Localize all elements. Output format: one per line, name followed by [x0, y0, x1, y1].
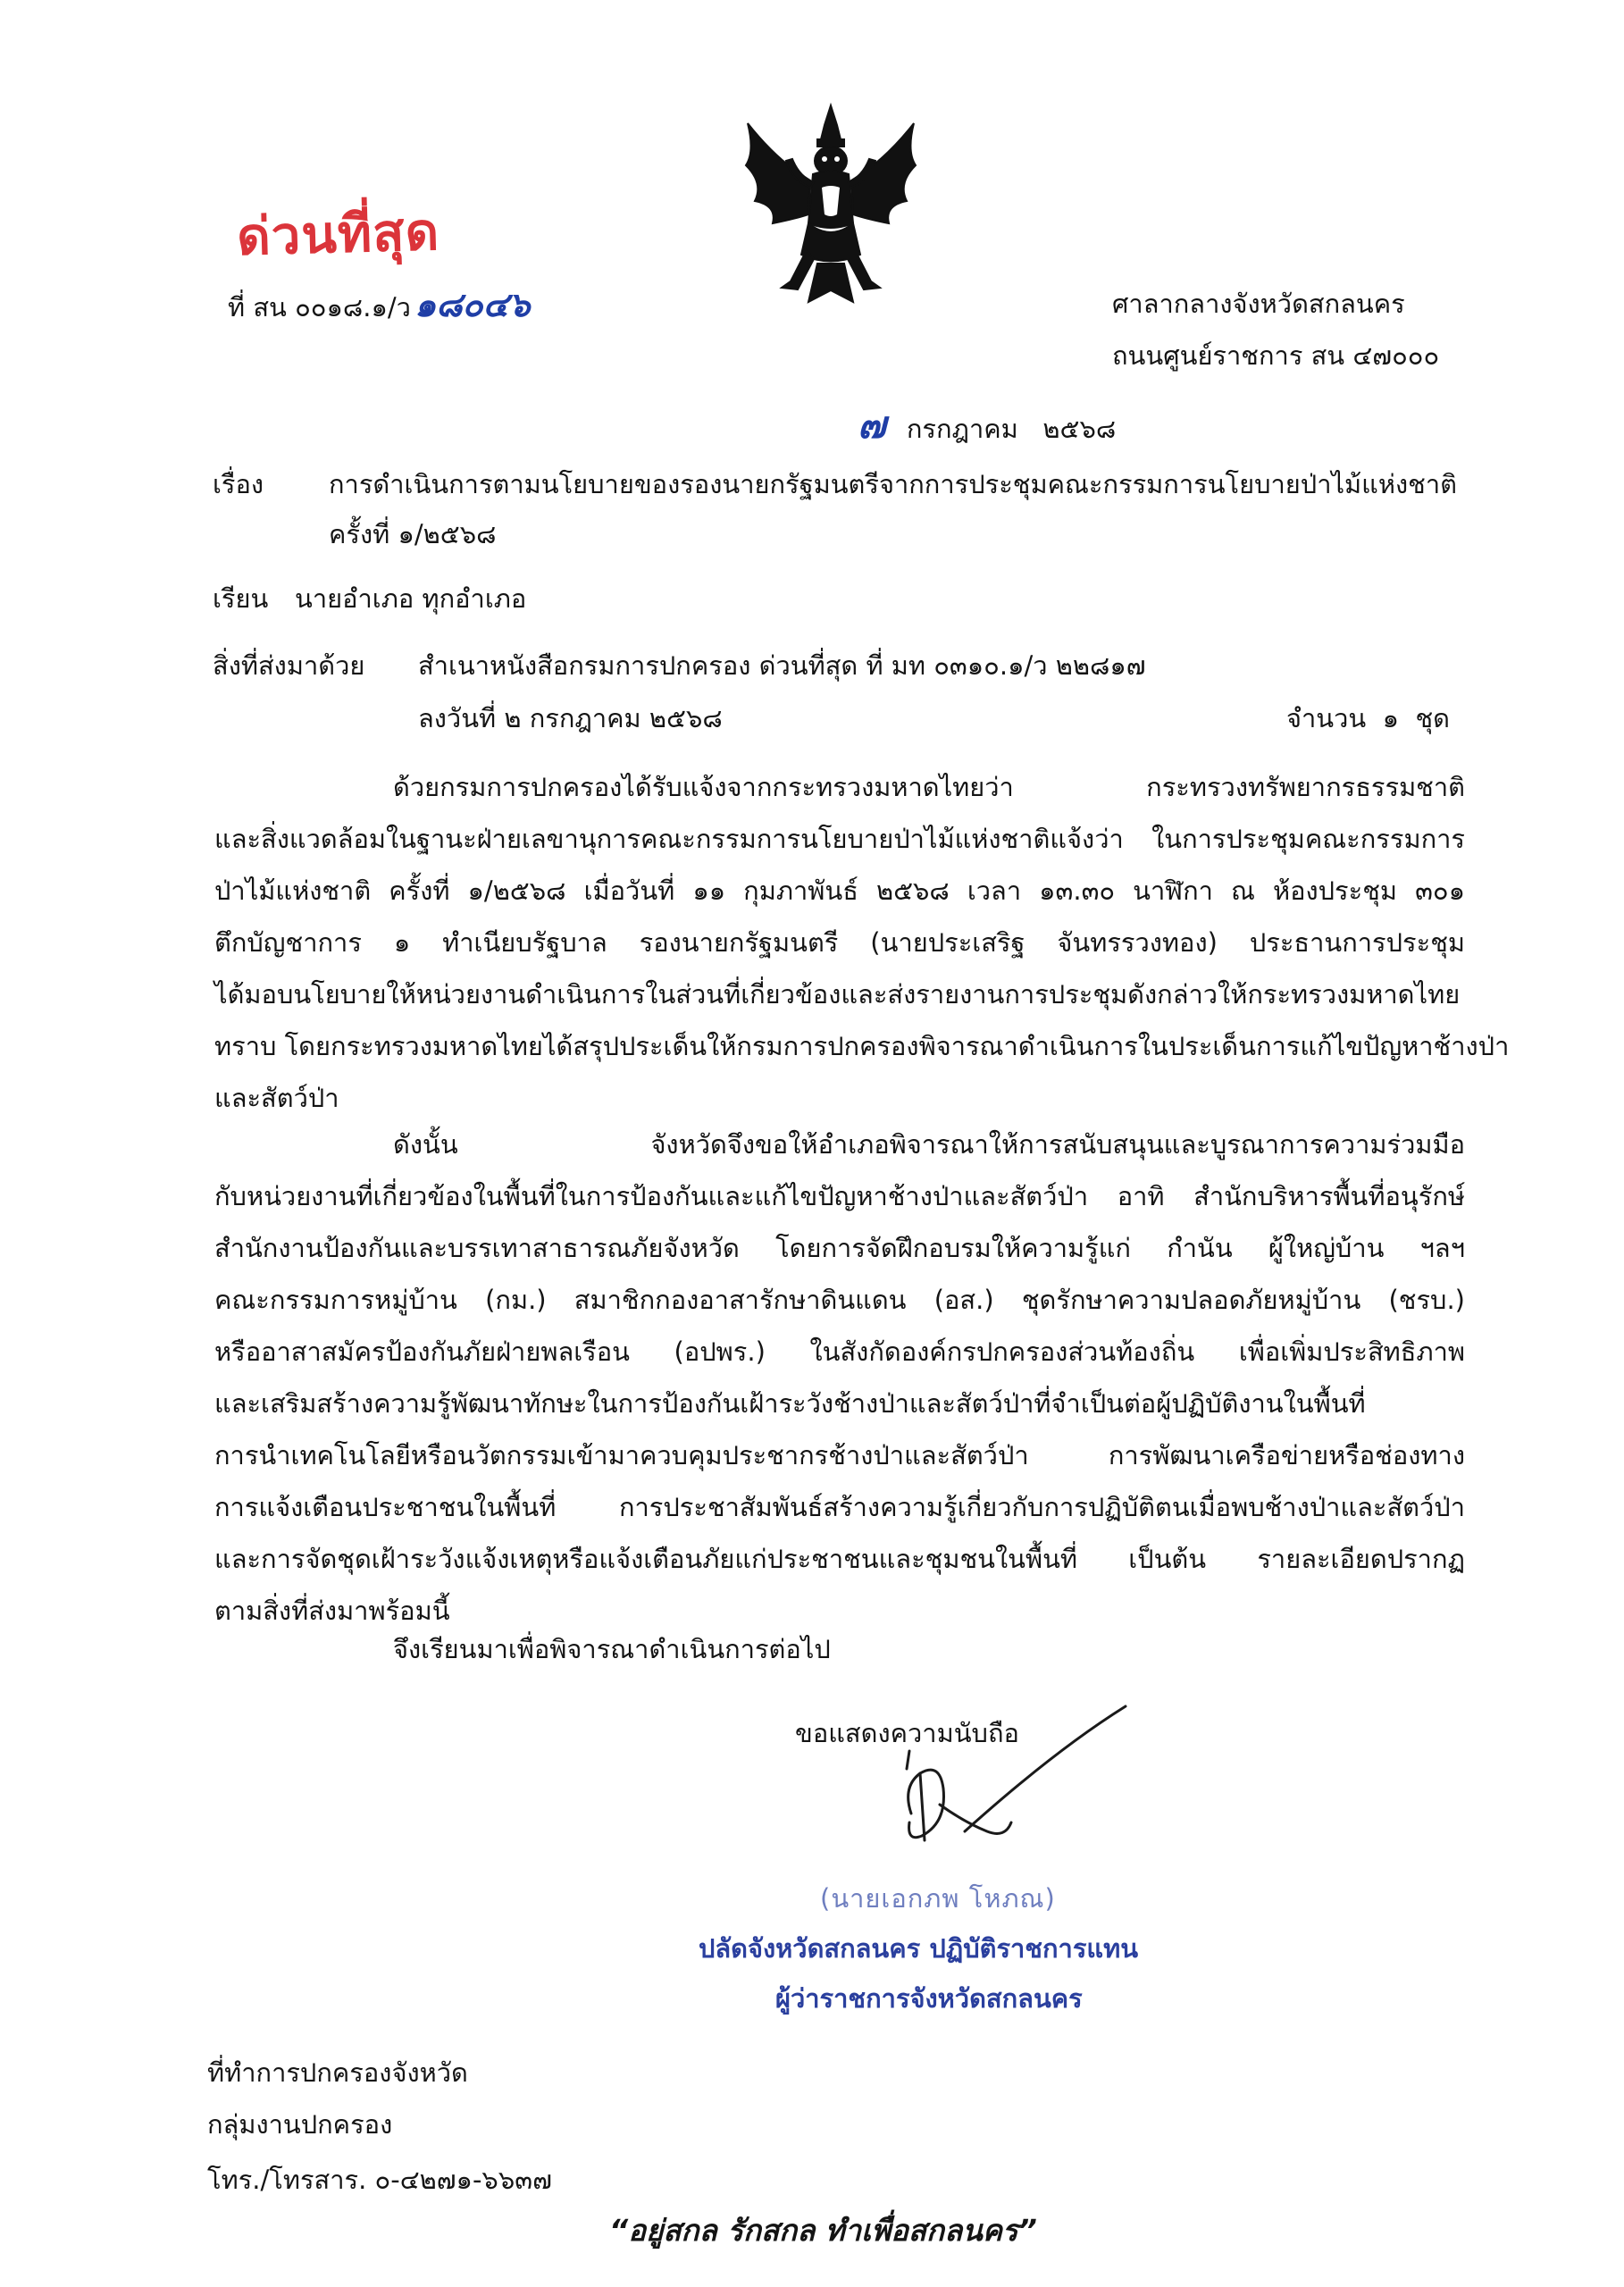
enclosure-label: สิ่งที่ส่งมาด้วย — [213, 650, 365, 681]
paragraph-line: และเสริมสร้างความรู้พัฒนาทักษะในการป้องกันเฝ้าระวังช้างป่าและสัตว์ป่าที่จำเป็นต่อผู้ปฏิบัติงานในพื้นที่ — [214, 1388, 1366, 1419]
paragraph-line: และการจัดชุดเฝ้าระวังแจ้งเหตุหรือแจ้งเตือนภัยแก่ประชาชนและชุมชนในพื้นที่ เป็นต้น รายละเอียดปรากฏ — [214, 1544, 1465, 1574]
issuing-office-line2: กลุ่มงานปกครอง — [207, 2109, 393, 2140]
paragraph-line: คณะกรรมการหมู่บ้าน (กม.) สมาชิกกองอาสารักษาดินแดน (อส.) ชุดรักษาความปลอดภัยหมู่บ้าน (ชรบ.) — [214, 1285, 1465, 1315]
paragraph-line: ตามสิ่งที่ส่งมาพร้อมนี้ — [214, 1596, 450, 1626]
subject-line2: ครั้งที่ ๑/๒๕๖๘ — [329, 519, 497, 549]
signatory-position-line2: ผู้ว่าราชการจังหวัดสกลนคร — [775, 1983, 1083, 2014]
sender-address-line2: ถนนศูนย์ราชการ สน ๔๗๐๐๐ — [1112, 340, 1440, 371]
closing-sentence: จึงเรียนมาเพื่อพิจารณาดำเนินการต่อไป — [393, 1634, 831, 1664]
paragraph-line: ดังนั้น จังหวัดจึงขอให้อำเภอพิจารณาให้การสนับสนุนและบูรณาการความร่วมมือ — [393, 1129, 1465, 1160]
paragraph-line: การแจ้งเตือนประชาชนในพื้นที่ การประชาสัมพันธ์สร้างความรู้เกี่ยวกับการปฏิบัติตนเมื่อพบช้างป่าและสัตว์ป่า — [214, 1492, 1465, 1522]
paragraph-line: การนำเทคโนโลยีหรือนวัตกรรมเข้ามาควบคุมประชากรช้างป่าและสัตว์ป่า การพัฒนาเครือข่ายหรือช่องทาง — [214, 1440, 1465, 1470]
paragraph-line: ด้วยกรมการปกครองได้รับแจ้งจากกระทรวงมหาดไทยว่า กระทรวงทรัพยากรธรรมชาติ — [393, 772, 1465, 802]
issuing-office-phone: โทร./โทรสาร. ๐-๔๒๗๑-๖๖๓๗ — [207, 2165, 552, 2195]
date-month-year: กรกฎาคม ๒๕๖๘ — [906, 414, 1117, 444]
body-paragraph-1 — [214, 761, 1510, 1124]
salutation: ขอแสดงความนับถือ — [795, 1718, 1019, 1748]
paragraph-line: และสัตว์ป่า — [214, 1083, 339, 1113]
reference-handwritten-number: ๑๘๐๔๖ — [414, 285, 531, 324]
subject-line1: การดำเนินการตามนโยบายของรองนายกรัฐมนตรีจากการประชุมคณะกรรมการนโยบายป่าไม้แห่งชาติ — [329, 469, 1457, 499]
signatory-name: (นายเอกภพ โหภณ) — [820, 1883, 1056, 1914]
enclosure-line1: สำเนาหนังสือกรมการปกครอง ด่วนที่สุด ที่ มท ๐๓๑๐.๑/ว ๒๒๘๑๗ — [418, 650, 1146, 681]
paragraph-line: หรืออาสาสมัครป้องกันภัยฝ่ายพลเรือน (อปพร.) ในสังกัดองค์กรปกครองส่วนท้องถิ่น เพื่อเพิ่มประสิทธิภาพ — [214, 1336, 1465, 1367]
sender-address-line1: ศาลากลางจังหวัดสกลนคร — [1112, 289, 1405, 319]
paragraph-line: กับหน่วยงานที่เกี่ยวข้องในพื้นที่ในการป้องกันและแก้ไขปัญหาช้างป่าและสัตว์ป่า อาทิ สำนักบริหารพื้นที่อนุรักษ์ — [214, 1181, 1465, 1211]
handwritten-signature-icon — [858, 1688, 1143, 1867]
date-handwritten-day: ๗ — [858, 403, 886, 447]
body-paragraph-2 — [214, 1118, 1465, 1637]
urgency-stamp: ด่วนที่สุด — [236, 201, 441, 267]
province-slogan: “อยู่สกล รักสกล ทำเพื่อสกลนคร” — [609, 2213, 1037, 2248]
paragraph-line: ทราบ โดยกระทรวงมหาดไทยได้สรุปประเด็นให้กรมการปกครองพิจารณาดำเนินการในประเด็นการแก้ไขปัญหาช้างป่า — [214, 1031, 1510, 1061]
paragraph-line: ได้มอบนโยบายให้หน่วยงานดำเนินการในส่วนที่เกี่ยวข้องและส่งรายงานการประชุมดังกล่าวให้กระทรวงมหาดไทย — [214, 979, 1461, 1009]
paragraph-line: และสิ่งแวดล้อมในฐานะฝ่ายเลขานุการคณะกรรมการนโยบายป่าไม้แห่งชาติแจ้งว่า ในการประชุมคณะกรรมการ — [214, 824, 1465, 854]
recipient-label: เรียน — [213, 583, 269, 614]
garuda-emblem-icon — [728, 98, 933, 308]
reference-prefix: ที่ สน ๐๐๑๘.๑/ว — [228, 292, 411, 323]
paragraph-line: สำนักงานป้องกันและบรรเทาสาธารณภัยจังหวัด โดยการจัดฝึกอบรมให้ความรู้แก่ กำนัน ผู้ใหญ่บ้าน ฯลฯ — [214, 1233, 1465, 1263]
signatory-position-line1: ปลัดจังหวัดสกลนคร ปฏิบัติราชการแทน — [699, 1933, 1139, 1964]
enclosure-line2: ลงวันที่ ๒ กรกฎาคม ๒๕๖๘ — [418, 703, 723, 733]
paragraph-line: ป่าไม้แห่งชาติ ครั้งที่ ๑/๒๕๖๘ เมื่อวันที่ ๑๑ กุมภาพันธ์ ๒๕๖๘ เวลา ๑๓.๓๐ นาฬิกา ณ ห้องประชุม ๓๐๑ — [214, 875, 1465, 906]
paragraph-line: ตึกบัญชาการ ๑ ทำเนียบรัฐบาล รองนายกรัฐมนตรี (นายประเสริฐ จันทรรวงทอง) ประธานการประชุม — [214, 927, 1465, 958]
issuing-office-line1: ที่ทำการปกครองจังหวัด — [207, 2057, 468, 2088]
recipient-value: นายอำเภอ ทุกอำเภอ — [295, 583, 527, 614]
enclosure-quantity: จำนวน ๑ ชุด — [1286, 703, 1451, 733]
document-date — [858, 402, 1116, 449]
subject-label: เรื่อง — [213, 469, 264, 499]
reference-number — [228, 284, 530, 327]
